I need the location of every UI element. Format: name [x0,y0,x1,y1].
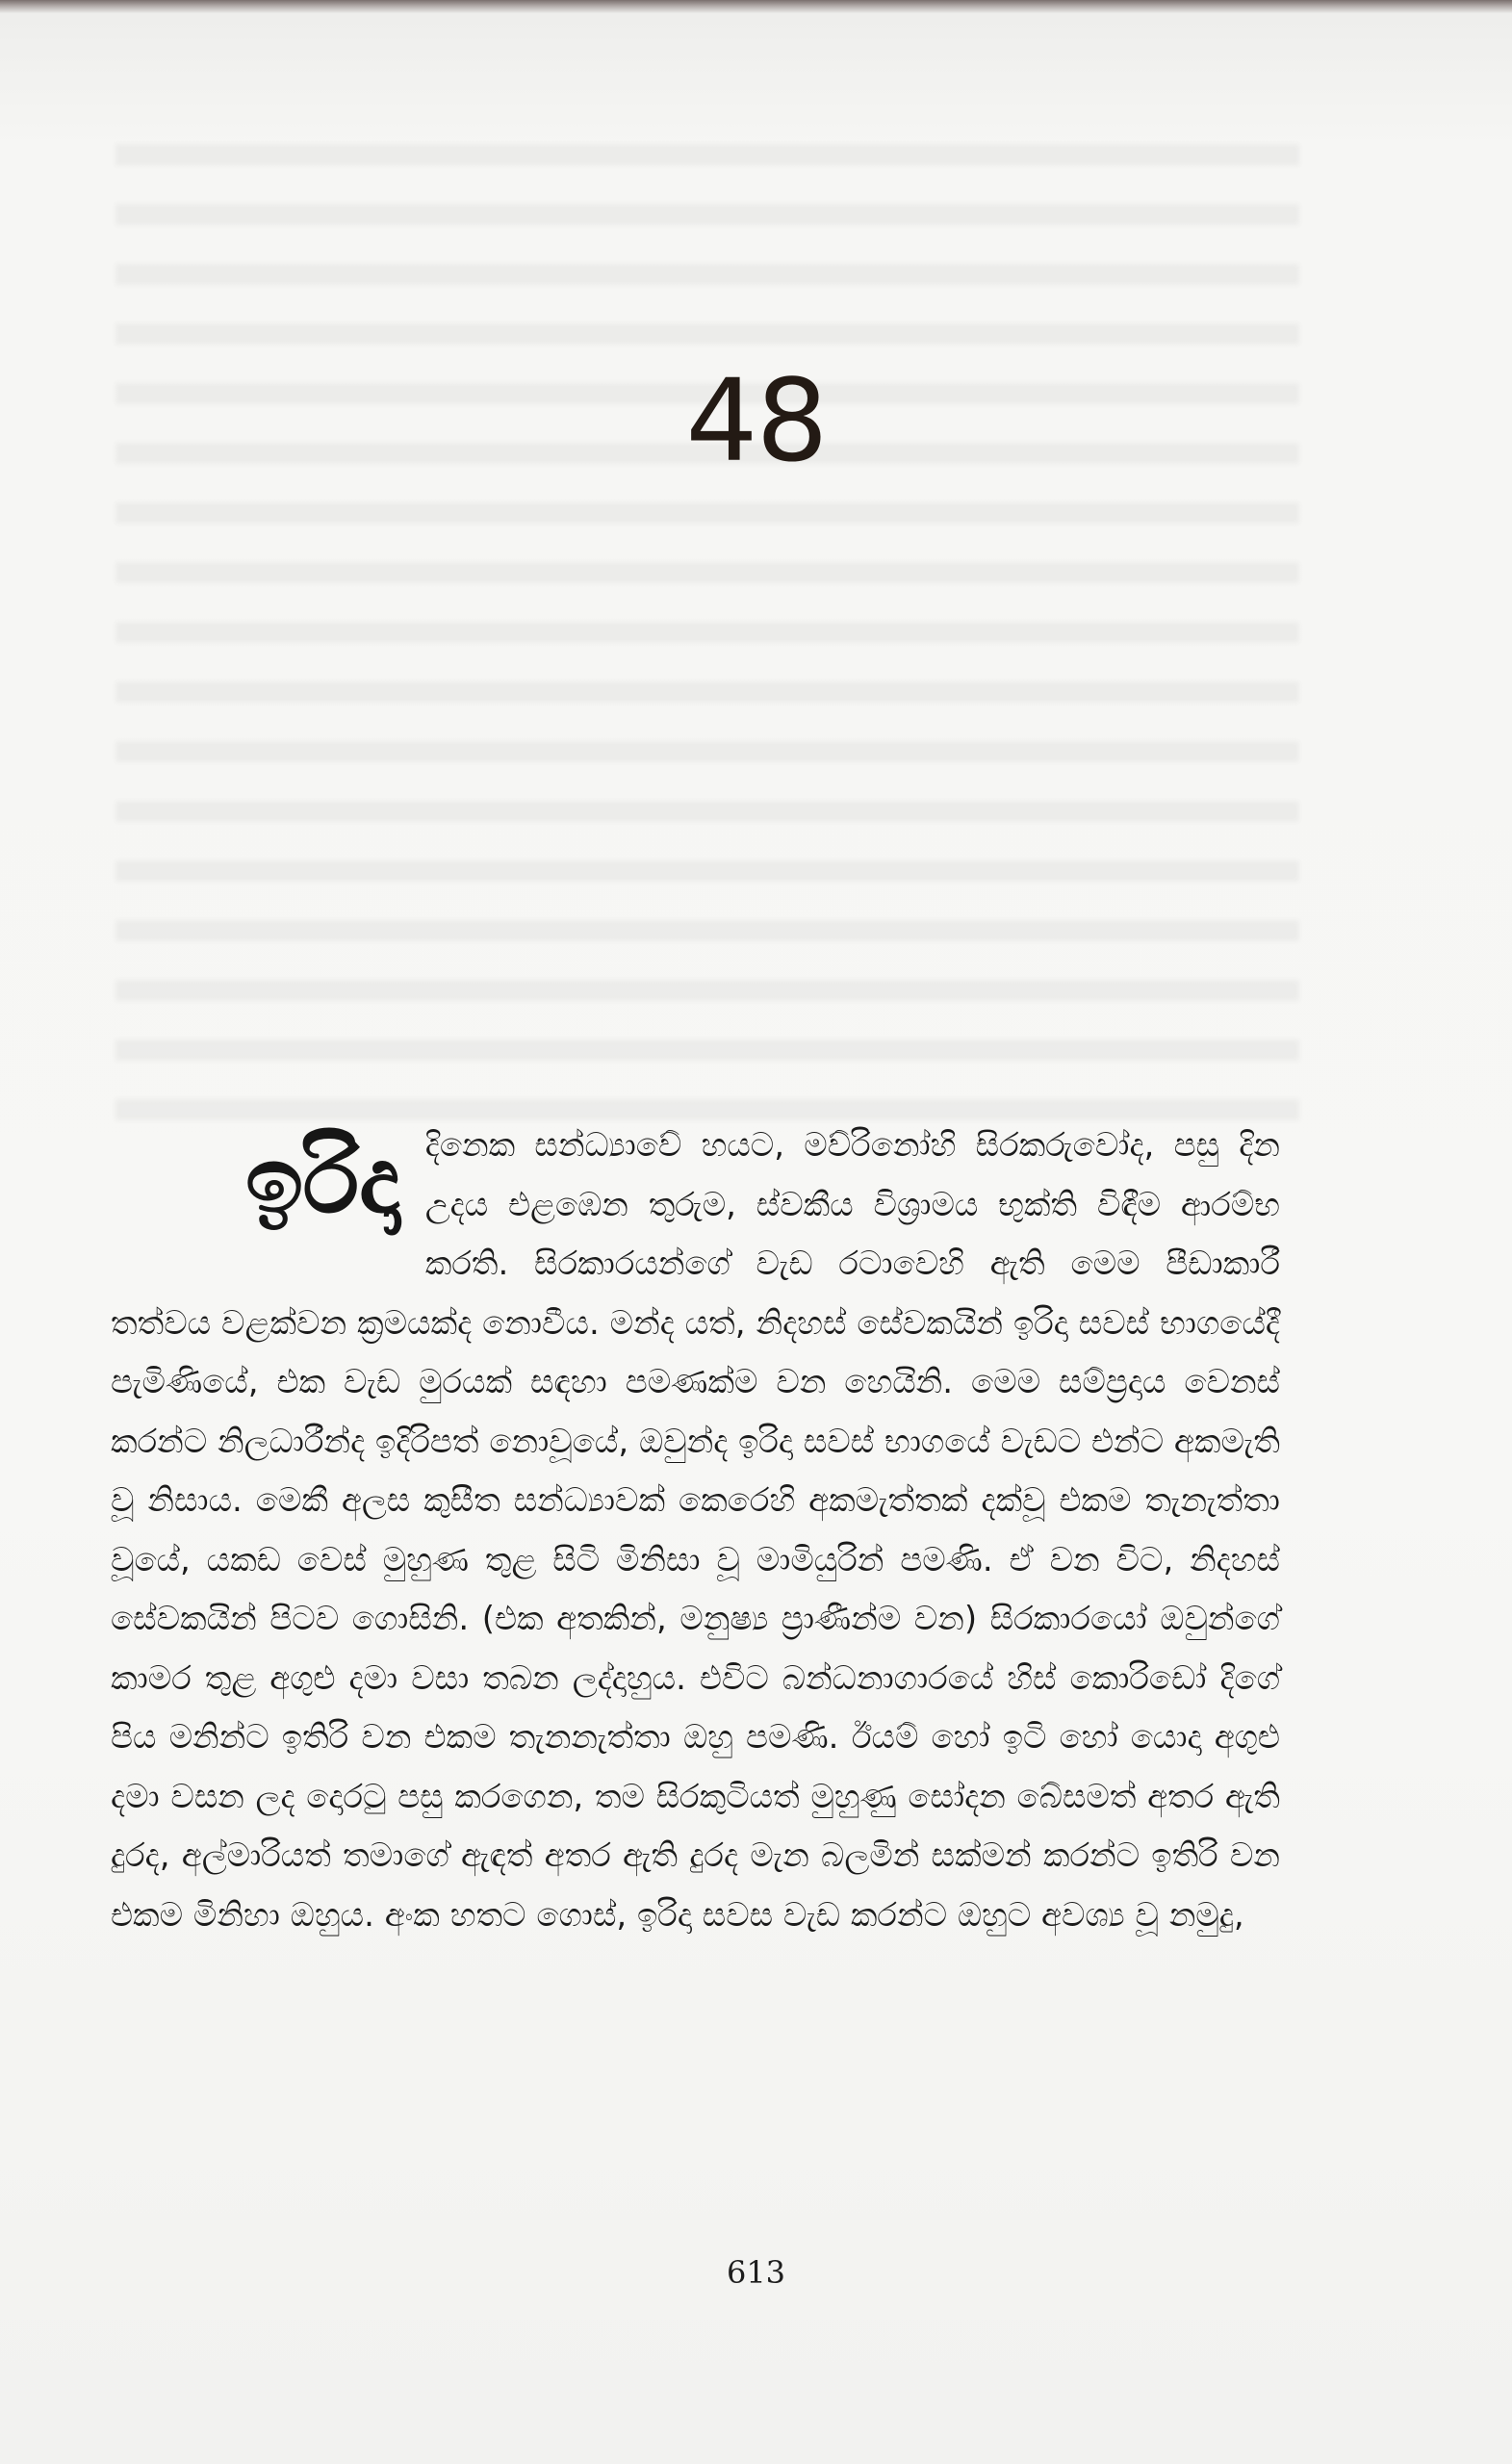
drop-cap-word: ඉරිදා [245,1126,400,1234]
page-top-edge [0,0,1512,13]
chapter-number: 48 [685,354,827,487]
chapter-paragraph: දිනෙක සන්ධ්‍යාවේ හයට, මව්රිනෝහි සිරකරුවෝද, පසු දින උදය එළඹෙන තුරුම, ස්වකීය විශ්‍රාමය භුක්ති විඳීම ආරම්භ කරති. සිරකාරයන්ගේ වැඩ රටාවෙහි ඇති මෙම පීඩාකාරී තත්වය වළක්වන ක්‍රමයක්ද නොවීය. මන්ද යත්, නිදහස් සේවකයින් ඉරිදා සවස් භාගයේදී පැමිණියේ, එක වැඩ මුරයක් සඳහා පමණක්ම වන හෙයිනි. මෙම සම්ප්‍රදාය වෙනස් කරන්ට නිලධාරීන්ද ඉදිරිපත් නොවූයේ, ඔවුන්ද ඉරිදා සවස් භාගයේ වැඩට එන්ට අකමැති වූ නිසාය. මෙකී අලස කුසීත සන්ධ්‍යාවක් කෙරෙහි අකමැත්තක් දක්වූ එකම තැනැත්තා වූයේ, යකඩ වෙස් මුහුණ තුළ සිටි මිනිසා වූ මාමියුරින් පමණි. ඒ වන විට, නිදහස් සේවකයින් පිටව ගොසිනි. (එක අතකින්, මනුෂ්‍ය ප්‍රාණීන්ම වන) සිරකාරයෝ ඔවුන්ගේ කාමර තුළ අගුළු දමා වසා තබන ලද්දාහුය. එවිට බන්ධනාගාරයේ හිස් කොරිඩෝ දිගේ පිය මනින්ට ඉතිරි වන එකම තැනනැත්තා ඔහු පමණි. ඊයම් හෝ ඉටි හෝ යොදා අගුළු දමා වසන ලද දොරටු පසු කරගෙන, තම සිරකුටියත් මුහුණු සෝදන බේසමත් අතර ඇති දුරද, අල්මාරියත් තමාගේ ඇඳත් අතර ඇති දුරද මැන බලමින් සක්මන් කරන්ට ඉතිරි වන එකම මිනිහා ඔහුය. අංක හතට ගොස්, ඉරිදා සවස වැඩ කරන්ට ඔහුට අවශ්‍ය වූ නමුදු, [111,1126,1280,1935]
page-number: 613 [726,2254,786,2291]
bleed-through-text [115,144,1299,1136]
chapter-body [111,1116,1280,1945]
